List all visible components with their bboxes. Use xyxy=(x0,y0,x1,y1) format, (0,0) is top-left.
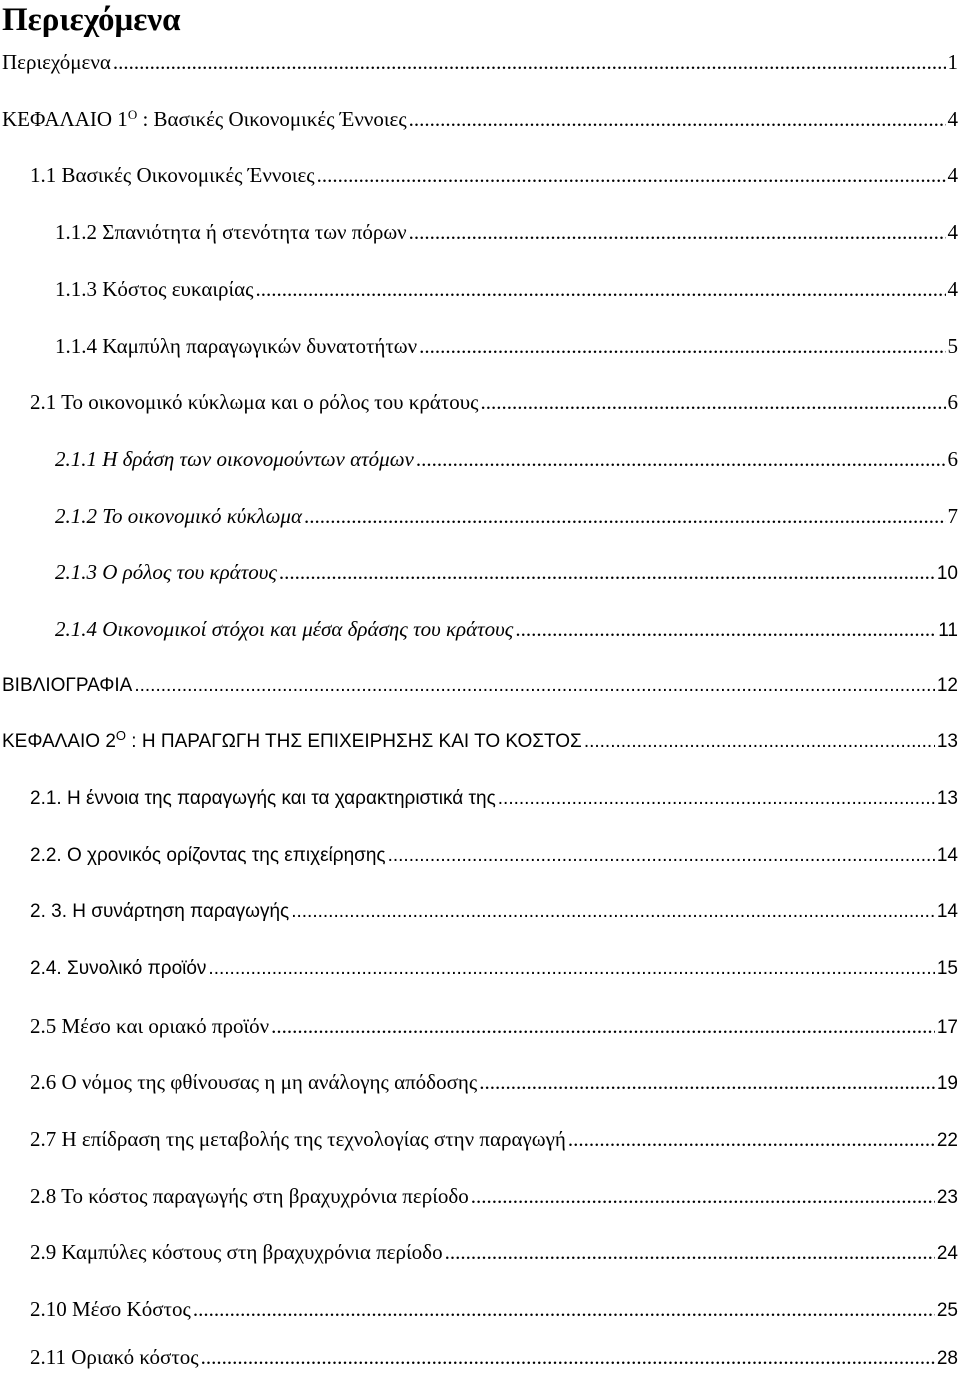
toc-entry-page: 6 xyxy=(947,447,958,471)
toc-entry-page: 22 xyxy=(936,1130,958,1151)
toc-entry[interactable] xyxy=(55,218,958,246)
toc-entry-page: 7 xyxy=(947,504,958,528)
toc-entry-page: 1 xyxy=(947,50,958,74)
toc-entry-page: 4 xyxy=(947,163,958,187)
toc-entry-title: 2.5 Μέσο και οριακό προϊόν xyxy=(30,1014,270,1038)
dot-leader xyxy=(193,1295,935,1323)
dot-leader xyxy=(419,332,945,360)
dot-leader xyxy=(291,898,935,926)
toc-entry-title: 1.1 Βασικές Οικονομικές Έννοιες xyxy=(30,163,315,187)
toc-entry-page: 4 xyxy=(947,220,958,244)
toc-entry-page: 14 xyxy=(936,901,958,922)
toc-entry[interactable] xyxy=(2,48,958,76)
toc-entry-page: 4 xyxy=(947,107,958,131)
dot-leader xyxy=(113,48,946,76)
toc-entry-title: 2.10 Μέσο Κόστος xyxy=(30,1297,191,1321)
dot-leader xyxy=(416,445,946,473)
dot-leader xyxy=(471,1182,935,1210)
toc-entry-subtitle: : Βασικές Οικονομικές Έννοιες xyxy=(137,107,407,131)
toc-entry-title: ΚΕΦΑΛΑΙΟ 2 xyxy=(2,731,116,752)
toc-entry[interactable] xyxy=(30,785,958,813)
dot-leader xyxy=(409,218,946,246)
toc-entry-title: 1.1.4 Καμπύλη παραγωγικών δυνατοτήτων xyxy=(55,334,418,358)
toc-entry-title: 2.1.4 Οικονομικοί στόχοι και μέσα δράσης του κράτους xyxy=(55,617,514,641)
toc-entry-subtitle: : Η ΠΑΡΑΓΩΓΗ ΤΗΣ ΕΠΙΧΕΙΡΗΣΗΣ ΚΑΙ ΤΟ ΚΟΣΤΟΣ xyxy=(126,731,582,752)
toc-entry[interactable] xyxy=(30,1238,958,1266)
toc-entry[interactable] xyxy=(30,1125,958,1153)
dot-leader xyxy=(479,1068,935,1096)
dot-leader xyxy=(255,275,945,303)
toc-entry-title: 2.1.1 Η δράση των οικονομούντων ατόμων xyxy=(55,447,414,471)
toc-entry-page: 6 xyxy=(947,390,958,414)
toc-entry[interactable] xyxy=(30,955,958,983)
toc-entry-page: 10 xyxy=(936,563,958,584)
toc-entry-page: 14 xyxy=(936,845,958,866)
toc-entry[interactable] xyxy=(55,275,958,303)
superscript-o: Ο xyxy=(127,107,138,122)
toc-entry-title: 2.6 Ο νόμος της φθίνουσας η μη ανάλογης απόδοσης xyxy=(30,1070,478,1094)
toc-entry-page: 15 xyxy=(936,958,958,979)
dot-leader xyxy=(568,1125,935,1153)
toc-entry[interactable] xyxy=(55,615,958,643)
toc-entry-title: 2.4. Συνολικό προϊόν xyxy=(30,958,207,979)
toc-entry-page: 13 xyxy=(936,731,958,752)
dot-leader xyxy=(279,558,935,586)
toc-entry[interactable] xyxy=(30,842,958,870)
toc-entry[interactable] xyxy=(2,728,958,756)
toc-entry-title: 2.7 Η επίδραση της μεταβολής της τεχνολογίας στην παραγωγή xyxy=(30,1127,566,1151)
dot-leader xyxy=(445,1238,935,1266)
toc-entry-page: 19 xyxy=(936,1073,958,1094)
toc-entry[interactable] xyxy=(55,332,958,360)
toc-entry[interactable] xyxy=(30,1068,958,1096)
toc-entry-title: 2.1. Η έννοια της παραγωγής και τα χαρακτηριστικά της xyxy=(30,788,496,809)
toc-entry-title: 1.1.2 Σπανιότητα ή στενότητα των πόρων xyxy=(55,220,407,244)
toc-entry-title: 2. 3. Η συνάρτηση παραγωγής xyxy=(30,901,290,922)
toc-entry-title: 2.2. Ο χρονικός ορίζοντας της επιχείρησης xyxy=(30,845,386,866)
toc-entry-title: 2.1.2 Το οικονομικό κύκλωμα xyxy=(55,504,302,528)
dot-leader xyxy=(201,1343,935,1371)
toc-entry-page: 25 xyxy=(936,1300,958,1321)
toc-entry[interactable] xyxy=(2,672,958,700)
dot-leader xyxy=(388,842,935,870)
dot-leader xyxy=(271,1012,935,1040)
toc-entry-page: 12 xyxy=(936,675,958,696)
dot-leader xyxy=(134,672,935,700)
toc-entry-title: 1.1.3 Κόστος ευκαιρίας xyxy=(55,277,254,301)
dot-leader xyxy=(480,388,945,416)
toc-entry-page: 4 xyxy=(947,277,958,301)
dot-leader xyxy=(498,785,935,813)
toc-entry[interactable] xyxy=(55,558,958,586)
toc-entry-title: 2.8 Το κόστος παραγωγής στη βραχυχρόνια περίοδο xyxy=(30,1184,469,1208)
toc-entry[interactable] xyxy=(55,502,958,530)
dot-leader xyxy=(584,728,935,756)
toc-entry-title: 2.9 Καμπύλες κόστους στη βραχυχρόνια περίοδο xyxy=(30,1240,443,1264)
toc-entry-title: Περιεχόμενα xyxy=(2,50,111,74)
toc-entry-title: 2.11 Οριακό κόστος xyxy=(30,1345,199,1369)
toc-entry[interactable] xyxy=(30,388,958,416)
toc-entry[interactable] xyxy=(30,1182,958,1210)
toc-entry[interactable] xyxy=(30,1343,958,1371)
toc-entry-title: 2.1 Το οικονομικό κύκλωμα και ο ρόλος του κράτους xyxy=(30,390,479,414)
dot-leader xyxy=(304,502,946,530)
toc-entry-page: 24 xyxy=(936,1243,958,1264)
toc-entry-page: 5 xyxy=(947,334,958,358)
toc-entry-page: 17 xyxy=(936,1017,958,1038)
dot-leader xyxy=(208,955,934,983)
toc-entry-title: ΒΙΒΛΙΟΓΡΑΦΙΑ xyxy=(2,675,133,696)
superscript-o: Ο xyxy=(115,728,127,743)
toc-entry[interactable] xyxy=(30,898,958,926)
toc-entry-page: 11 xyxy=(938,620,958,641)
toc-entry-title: 2.1.3 Ο ρόλος του κράτους xyxy=(55,560,277,584)
toc-entry[interactable] xyxy=(30,1295,958,1323)
dot-leader xyxy=(515,615,936,643)
toc-entry[interactable] xyxy=(2,105,958,133)
dot-leader xyxy=(409,105,946,133)
toc-entry[interactable] xyxy=(55,445,958,473)
toc-entry-title: ΚΕΦΑΛΑΙΟ 1 xyxy=(2,107,128,131)
toc-entry-page: 13 xyxy=(936,788,958,809)
dot-leader xyxy=(317,161,946,189)
page-title: Περιεχόμενα xyxy=(2,2,181,38)
toc-entry[interactable] xyxy=(30,161,958,189)
toc-entry-page: 23 xyxy=(936,1187,958,1208)
toc-entry-page: 28 xyxy=(936,1348,958,1369)
toc-entry[interactable] xyxy=(30,1012,958,1040)
